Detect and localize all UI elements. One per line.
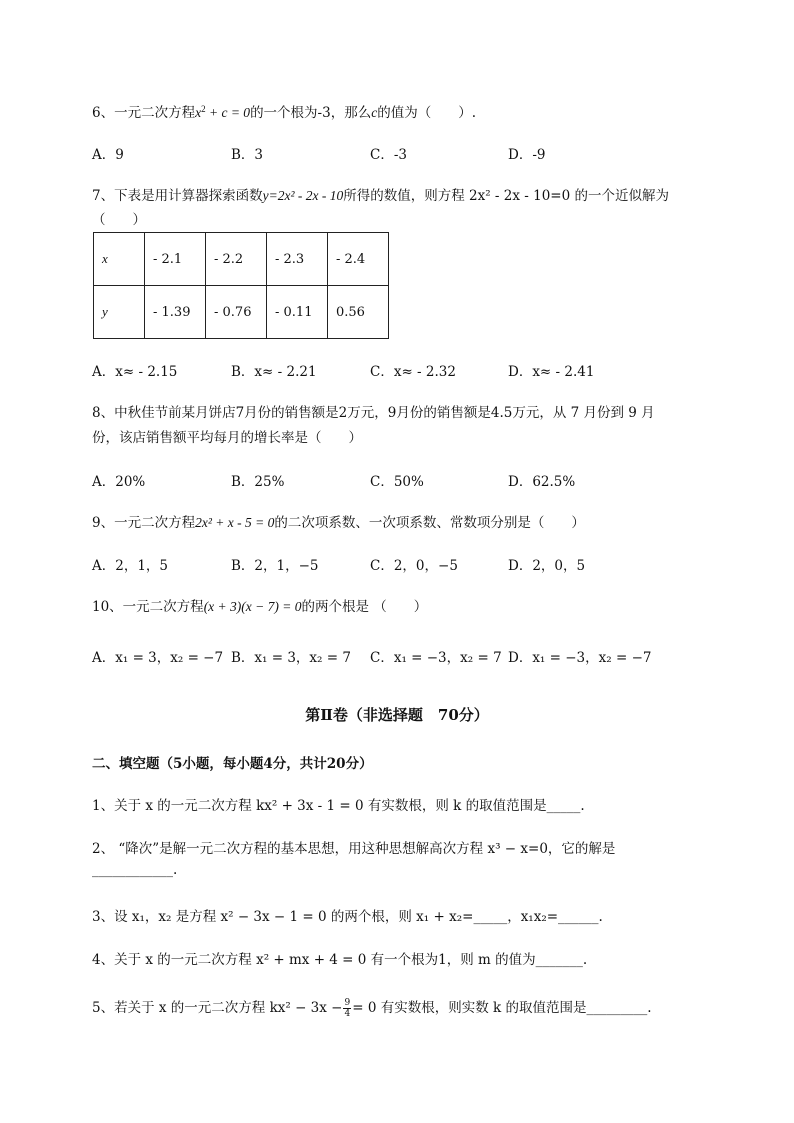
table-cell: - 1.39 [145, 286, 206, 339]
q7-equation: 2x² - 2x - 10=0 [469, 188, 571, 204]
table-label-y: y [94, 286, 145, 339]
q8-option-d: D．62.5% [508, 474, 576, 490]
q9-equation: 2x² + x - 5 = 0 [195, 515, 275, 530]
q10-option-a: A．x₁ = 3，x₂ = −7 [92, 650, 224, 666]
q9-option-d: D．2，0，5 [508, 558, 586, 574]
q7-answer-blank: （ ） [92, 212, 146, 228]
q8-option-c: C．50% [370, 474, 424, 490]
fill-question-4: 4、关于 x 的一元二次方程 x² + mx + 4 = 0 有一个根为1，则 m 的值为_______. [92, 952, 588, 968]
q7-option-c: C．x≈ - 2.32 [370, 364, 456, 380]
fill-question-1: 1、关于 x 的一元二次方程 kx² + 3x - 1 = 0 有实数根，则 k 的取值范围是_____. [92, 798, 585, 814]
q10-option-d: D．x₁ = −3，x₂ = −7 [508, 650, 652, 666]
q7-value-table [93, 232, 389, 339]
question-7-stem: 7、下表是用计算器探索函数y=2x² - 2x - 10所得的数值，则方程 2x² - 2x - 10=0 的一个近似解为 [92, 188, 669, 204]
q6-option-a: A．9 [92, 147, 124, 163]
q10-option-b: B．x₁ = 3，x₂ = 7 [231, 650, 351, 666]
q9-option-b: B．2，1，−5 [231, 558, 319, 574]
question-8-stem-line1: 8、中秋佳节前某月饼店7月份的销售额是2万元，9月份的销售额是4.5万元，从 7 月份到 9 月 [92, 405, 655, 421]
q8-option-b: B．25% [231, 474, 285, 490]
fill-question-3: 3、设 x₁，x₂ 是方程 x² − 3x − 1 = 0 的两个根，则 x₁ + x₂=_____，x₁x₂=______. [92, 909, 603, 925]
q6-equation: $x^2 + c = 0$ [195, 104, 251, 120]
table-cell: - 2.1 [145, 233, 206, 286]
q7-option-d: D．x≈ - 2.41 [508, 364, 595, 380]
fill-question-2-line2: ____________. [92, 862, 178, 878]
table-cell: - 0.11 [267, 286, 328, 339]
q7-function: y=2x² - 2x - 10 [262, 188, 344, 203]
q7-option-b: B．x≈ - 2.21 [231, 364, 317, 380]
q6-option-d: D．-9 [508, 147, 546, 163]
part-2-heading: 第Ⅱ卷（非选择题 70分） [305, 706, 489, 724]
q9-option-c: C．2，0，−5 [370, 558, 458, 574]
q10-equation: (x + 3)(x − 7) = 0 [203, 599, 302, 614]
q6-option-b: B．3 [231, 147, 264, 163]
question-10-stem: 10、一元二次方程(x + 3)(x − 7) = 0的两个根是 （ ） [92, 599, 428, 615]
table-row-x [94, 233, 389, 286]
q7-option-a: A．x≈ - 2.15 [92, 364, 178, 380]
table-row-y [94, 286, 389, 339]
table-cell: - 2.3 [267, 233, 328, 286]
table-cell: 0.56 [328, 286, 389, 339]
q6-var-c: c [371, 105, 378, 120]
q6-prefix: 6、一元二次方程 [92, 105, 196, 121]
q10-option-c: C．x₁ = −3，x₂ = 7 [370, 650, 502, 666]
q6-suffix: 的值为（ ）. [377, 105, 477, 121]
fill-question-2-line1: 2、 “降次”是解一元二次方程的基本思想，用这种思想解高次方程 x³ − x=0，它的解是 [92, 841, 616, 857]
table-cell: - 2.2 [206, 233, 267, 286]
q6-mid: 的一个根为-3，那么 [250, 105, 372, 121]
q6-option-c: C．-3 [370, 147, 407, 163]
question-8-stem-line2: 份，该店销售额平均每月的增长率是（ ） [92, 430, 362, 446]
question-9-stem: 9、一元二次方程2x² + x - 5 = 0的二次项系数、一次项系数、常数项分别是（ ） [92, 515, 585, 531]
q9-option-a: A．2，1，5 [92, 558, 169, 574]
q8-option-a: A．20% [92, 474, 146, 490]
section-2-title: 二、填空题（5小题，每小题4分，共计20分） [92, 756, 373, 772]
fill-question-5: 5、若关于 x 的一元二次方程 kx² − 3x − $\frac{9}{4}$ = 0 有实数根，则实数 k 的取值范围是_________. [92, 998, 652, 1019]
question-6-stem [92, 101, 476, 121]
table-cell: - 0.76 [206, 286, 267, 339]
fraction-9-4: $\frac{9}{4}$ [344, 998, 351, 1019]
table-label-x: x [94, 233, 145, 286]
table-cell: - 2.4 [328, 233, 389, 286]
